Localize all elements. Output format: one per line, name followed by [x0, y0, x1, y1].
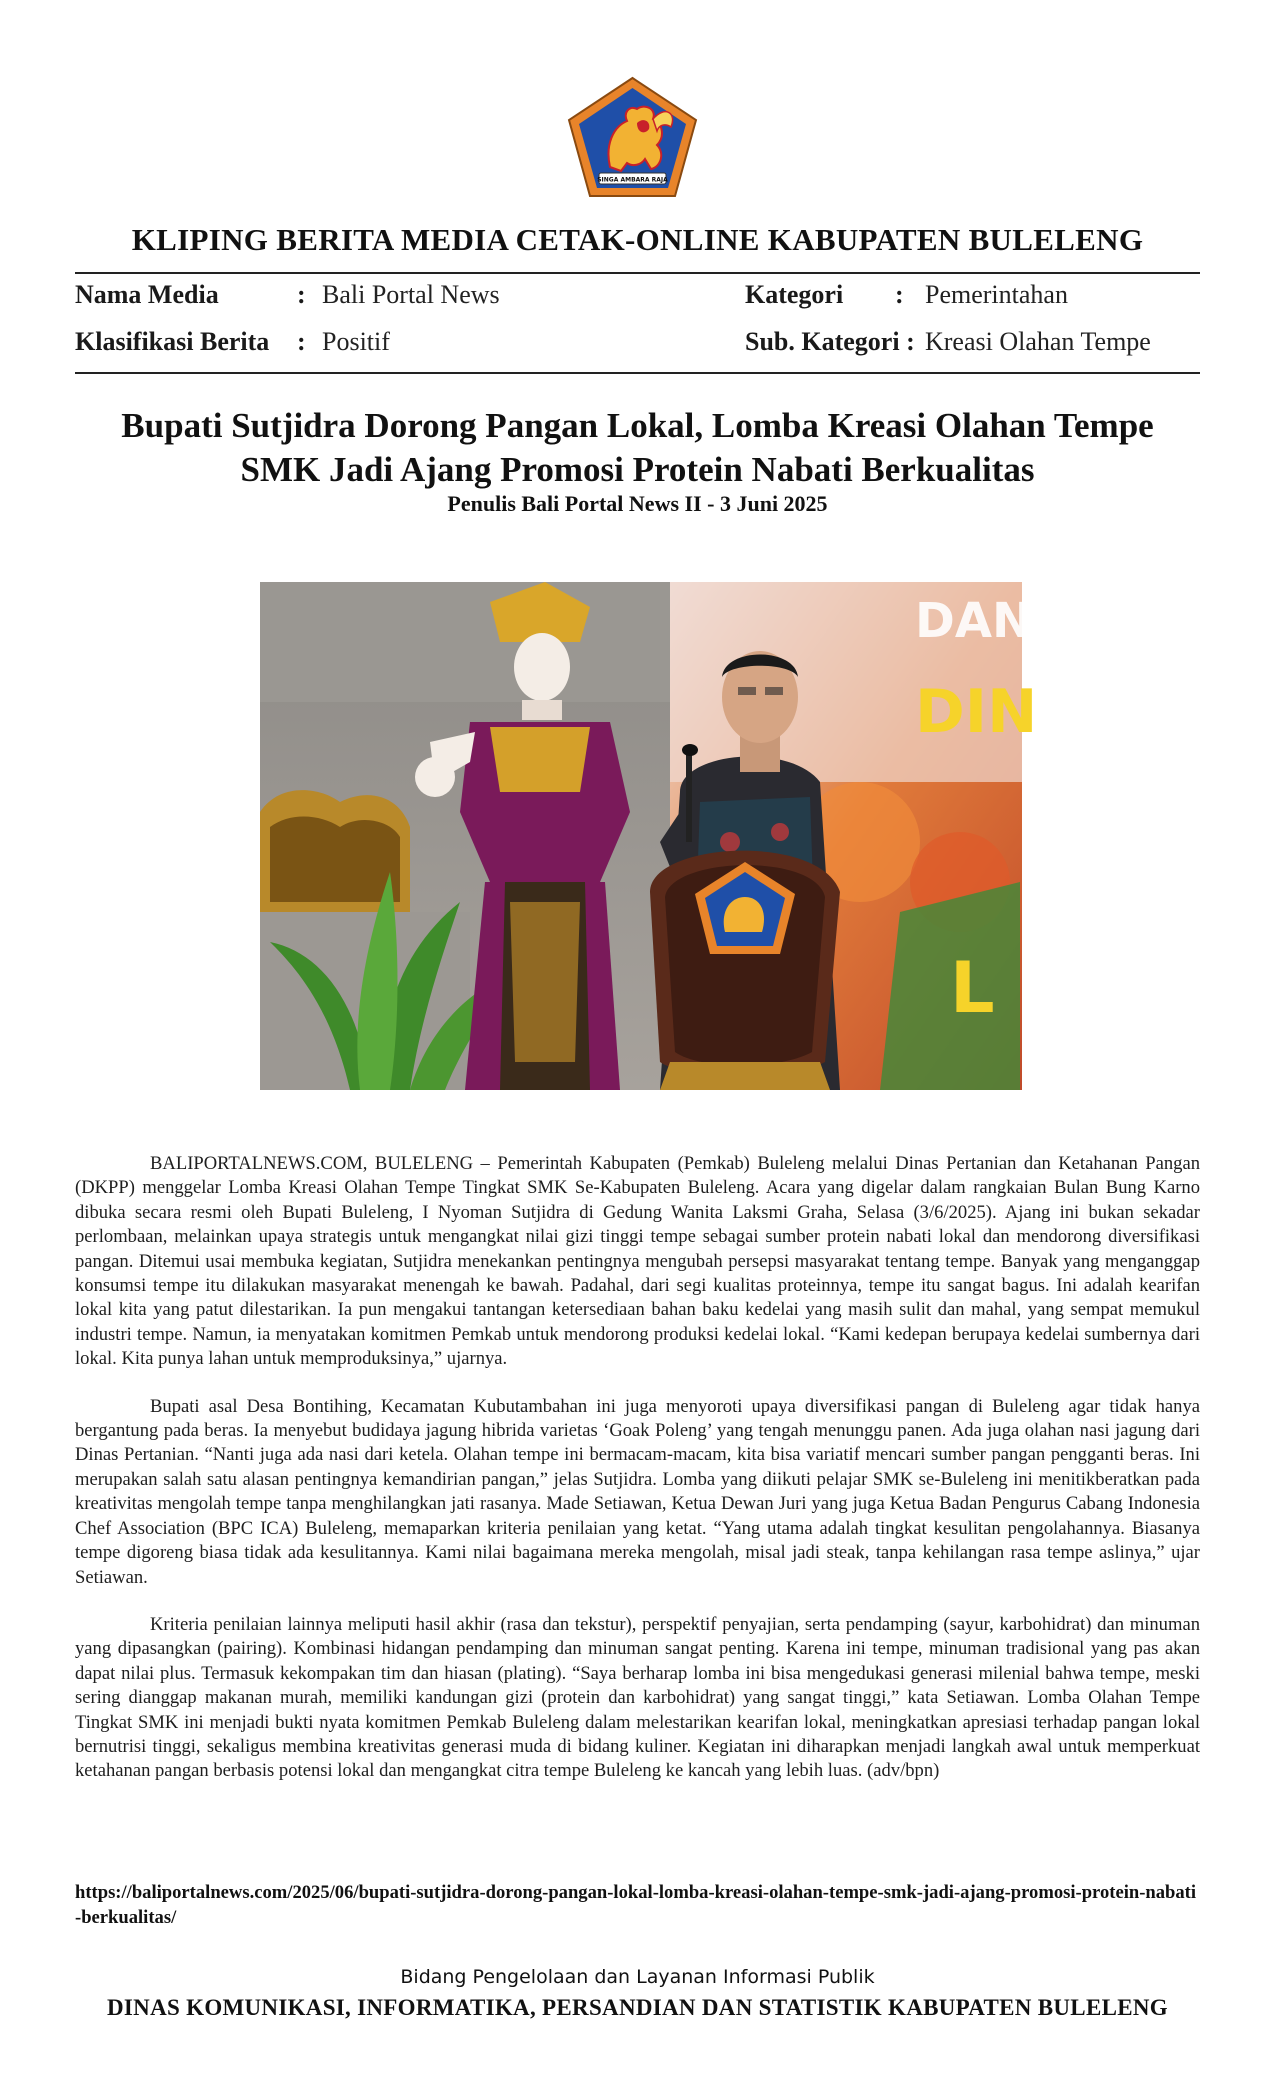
klasifikasi-value: Positif: [322, 327, 390, 356]
media-label: Nama Media: [75, 280, 219, 309]
document-header-title: KLIPING BERITA MEDIA CETAK-ONLINE KABUPATEN BULELENG: [131, 222, 1144, 257]
svg-text:DIN: DIN: [915, 677, 1038, 747]
article-body: [75, 1152, 1200, 1807]
kategori-separator: :: [895, 280, 904, 309]
article-paragraph-2: Bupati asal Desa Bontihing, Kecamatan Kubutambahan ini juga menyoroti upaya diversifikasi pangan di Buleleng agar tidak hanya bergantung pada beras. Ia menyebut budidaya jagung hibrida varietas ‘Goak Poleng’ yang tengah menunggu panen. Ada juga olahan nasi jagung dari Dinas Pertanian. “Nanti juga ada nasi dari ketela. Olahan tempe ini bermacam-macam, kita bisa variatif mencari sumber pangan pengganti beras. Ini merupakan salah satu alasan pentingnya kemandirian pangan,” jelas Sutjidra. Lomba yang diikuti pelajar SMK se-Buleleng ini menitikberatkan pada kreativitas mengolah tempe tanpa menghilangkan jati rasanya. Made Setiawan, Ketua Dewan Juri yang juga Ketua Badan Pengurus Cabang Indonesia Chef Association (BPC ICA) Buleleng, memaparkan kriteria penilaian yang ketat. “Yang utama adalah tingkat kesulitan pengolahannya. Biasanya tempe digoreng biasa tidak ada kesulitannya. Kami nilai bagaimana mereka mengolah, misal jadi steak, tanpa kehilangan rasa tempe aslinya,” ujar Setiawan.: [75, 1395, 1200, 1588]
subkategori-value: Kreasi Olahan Tempe: [925, 327, 1151, 356]
kategori-label: Kategori: [745, 280, 844, 309]
footer-department: Bidang Pengelolaan dan Layanan Informasi Publik: [400, 1966, 875, 1988]
footer-agency: DINAS KOMUNIKASI, INFORMATIKA, PERSANDIAN DAN STATISTIK KABUPATEN BULELENG: [107, 1995, 1168, 2020]
article-byline: Penulis Bali Portal News II - 3 Juni 2025: [447, 491, 828, 516]
regent-speaking-at-podium-photo: [260, 582, 1038, 1090]
article-title-line-1: Bupati Sutjidra Dorong Pangan Lokal, Lomba Kreasi Olahan Tempe: [121, 406, 1154, 445]
media-separator: :: [297, 280, 306, 309]
svg-text:L: L: [950, 947, 995, 1029]
article-paragraph-1: BALIPORTALNEWS.COM, BULELENG – Pemerintah Kabupaten (Pemkab) Buleleng melalui Dinas Pertanian dan Ketahanan Pangan (DKPP) menggelar Lomba Kreasi Olahan Tempe Tingkat SMK Se-Kabupaten Buleleng. Acara yang digelar dalam rangkaian Bulan Bung Karno dibuka secara resmi oleh Bupati Buleleng, I Nyoman Sutjidra di Gedung Wanita Laksmi Graha, Selasa (3/6/2025). Ajang ini bukan sekadar perlombaan, melainkan upaya strategis untuk mengangkat nilai gizi tinggi tempe sebagai sumber protein nabati lokal dan mendorong diversifikasi pangan. Ditemui usai membuka kegiatan, Sutjidra menekankan pentingnya mengubah persepsi masyarakat tentang tempe. Banyak yang menganggap konsumsi tempe itu dilakukan masyarakat menengah ke bawah. Padahal, dari segi kualitas proteinnya, tempe itu sangat bagus. Ini adalah kearifan lokal kita yang patut dilestarikan. Ia pun mengakui tantangan ketersediaan bahan baku kedelai yang masih sulit dan mahal, yang sempat memukul industri tempe. Namun, ia menyatakan komitmen Pemkab untuk mendorong produksi kedelai lokal. “Kami kedepan berupaya kedelai sumbernya dari lokal. Kita punya lahan untuk memproduksinya,” ujarnya.: [75, 1153, 1200, 1370]
media-value: Bali Portal News: [322, 280, 500, 309]
source-url-link[interactable]: https://baliportalnews.com/2025/06/bupati-sutjidra-dorong-pangan-lokal-lomba-kreasi-olahan-tempe-smk-jadi-ajang-promosi-protein-nabati-berkualitas/: [75, 1882, 1197, 1928]
buleleng-regency-emblem-icon: [565, 75, 700, 200]
meta-row-klasifikasi: [75, 327, 1200, 363]
article-paragraph-3: Kriteria penilaian lainnya meliputi hasil akhir (rasa dan tekstur), perspektif penyajian, serta pendamping (sayur, karbohidrat) dan minuman yang dipasangkan (pairing). Kombinasi hidangan pendamping dan minuman sangat penting. Karena ini tempe, minuman tradisional yang pas akan dapat nilai plus. Termasuk kekompakan tim dan hiasan (plating). “Saya berharap lomba ini bisa mengedukasi generasi milenial bahwa tempe, meski sering dianggap makanan murah, memiliki kandungan gizi (protein dan karbohidrat) yang sangat tinggi,” kata Setiawan. Lomba Olahan Tempe Tingkat SMK ini menjadi bukti nyata komitmen Pemkab Buleleng dalam melestarikan kearifan lokal, meningkatkan apresiasi terhadap pangan lokal bernutrisi tinggi, sekaligus membina kreativitas generasi muda di bidang kuliner. Kegiatan ini diharapkan menjadi langkah awal untuk memperkuat ketahanan pangan berbasis potensi lokal dan mengangkat citra tempe Buleleng ke kancah yang lebih luas. (adv/bpn): [75, 1613, 1200, 1782]
header-rule-top: [75, 272, 1200, 274]
article-title-line-2: SMK Jadi Ajang Promosi Protein Nabati Berkualitas: [240, 450, 1035, 489]
subkategori-label: Sub. Kategori :: [745, 327, 915, 356]
klasifikasi-separator: :: [297, 327, 306, 356]
klasifikasi-label: Klasifikasi Berita: [75, 327, 270, 356]
svg-text:DAN: DAN: [915, 593, 1033, 649]
article-title: [75, 404, 1200, 492]
header-rule-bottom: [75, 372, 1200, 374]
meta-row-media: [75, 280, 1200, 316]
kategori-value: Pemerintahan: [925, 280, 1068, 309]
emblem-motto: SINGA AMBARA RAJA: [597, 176, 668, 184]
